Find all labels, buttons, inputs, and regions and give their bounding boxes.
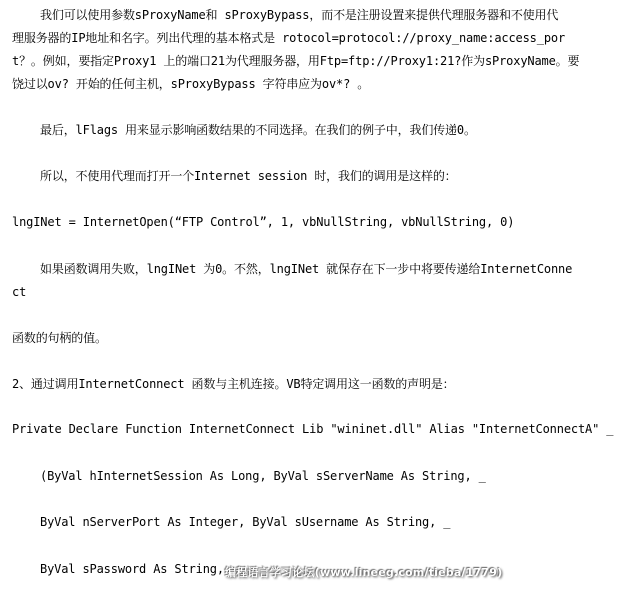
paragraph-2: 最后，lFlags 用来显示影响函数结果的不同选择。在我们的例子中，我们传递0。 — [40, 123, 476, 137]
code-line-param-3: ByVal sPassword As String, — [40, 562, 224, 576]
code-line-internetopen: lngINet = InternetOpen(“FTP Control”, 1, vbNullString, vbNullString, 0) — [12, 215, 515, 229]
paragraph-5: 函数的句柄的值。 — [12, 331, 107, 345]
paragraph-1-line-2: 理服务器的IP地址和名字。列出代理的基本格式是 rotocol=protocol://proxy_name:access_por — [12, 31, 566, 45]
code-line-param-1: (ByVal hInternetSession As Long, ByVal sServerName As String, _ — [40, 469, 486, 483]
code-line-param-2: ByVal nServerPort As Integer, ByVal sUsername As String, _ — [40, 515, 451, 529]
paragraph-1-line-1: 我们可以使用参数sProxyName和 sProxyBypass，而不是注册设置来提供代理服务器和不使用代 — [40, 8, 559, 22]
paragraph-3: 所以，不使用代理而打开一个Internet session 时，我们的调用是这样的： — [40, 169, 457, 183]
paragraph-6: 2、通过调用InternetConnect 函数与主机连接。VB特定调用这一函数的声明是： — [12, 377, 455, 391]
paragraph-1-line-4: 饶过以ov? 开始的任何主机，sProxyBypass 字符串应为ov*? 。 — [12, 77, 370, 91]
forum-watermark: 编程语言学习论坛(www.lineeg.com/tieba/1779) — [225, 566, 503, 579]
paragraph-4-line-2: ct — [12, 285, 27, 299]
paragraph-1-line-3: t？。例如，要指定Proxy1 上的端口21为代理服务器，用Ftp=ftp://Proxy1:21?作为sProxyName。要 — [12, 54, 580, 68]
code-line-declare: Private Declare Function InternetConnect Lib "wininet.dll" Alias "InternetConnectA" _ — [12, 422, 614, 436]
paragraph-4-line-1: 如果函数调用失败，lngINet 为0。不然，lngINet 就保存在下一步中将要传递给InternetConne — [40, 262, 573, 276]
